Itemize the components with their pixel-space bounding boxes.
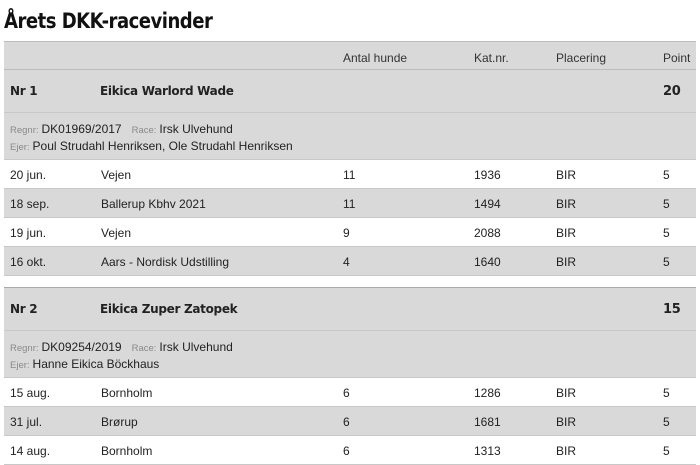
race-label: Race: [131,343,157,354]
result-date: 15 aug. [10,386,51,400]
result-antal: 11 [343,197,356,211]
result-katnr: 2088 [474,226,501,240]
result-place: Aars - Nordisk Udstilling [101,255,230,269]
result-point: 5 [663,197,670,211]
result-katnr: 1313 [474,444,501,458]
regnr-value: DK09254/2019 [41,340,122,354]
dog-rank: Nr 2 [10,302,38,316]
result-katnr: 1681 [474,415,501,429]
result-date: 19 jun. [10,226,47,240]
result-placering: BIR [556,255,577,269]
table-row [4,247,696,276]
race-value: Irsk Ulvehund [159,122,233,136]
result-place: Vejen [101,168,132,182]
race-value: Irsk Ulvehund [159,340,233,354]
table-row [4,378,696,407]
result-place: Brørup [101,415,138,429]
dog-name: Eikica Warlord Wade [100,84,234,98]
result-placering: BIR [556,197,577,211]
result-point: 5 [663,444,670,458]
table-row [4,160,696,189]
result-antal: 6 [343,444,350,458]
result-date: 31 jul. [10,415,43,429]
result-place: Ballerup Kbhv 2021 [101,197,206,211]
result-date: 18 sep. [10,197,50,211]
result-point: 5 [663,415,670,429]
result-placering: BIR [556,444,577,458]
result-katnr: 1936 [474,168,501,182]
section-divider [4,276,696,288]
race-label: Race: [131,125,157,136]
regnr-label: Regnr: [10,343,39,354]
result-antal: 6 [343,386,350,400]
result-place: Bornholm [101,444,153,458]
table-row [4,436,696,465]
result-placering: BIR [556,415,577,429]
result-place: Vejen [101,226,132,240]
dog-rank: Nr 1 [10,84,38,98]
result-antal: 6 [343,415,350,429]
table-header [4,41,696,70]
result-date: 20 jun. [10,168,47,182]
dog-info [4,113,696,160]
dog-points: 15 [663,302,681,317]
result-placering: BIR [556,168,577,182]
result-placering: BIR [556,226,577,240]
result-antal: 4 [343,255,350,269]
ejer-value: Hanne Eikica Böckhaus [32,357,160,371]
results-table [4,41,696,465]
table-row [4,407,696,436]
result-placering: BIR [556,386,577,400]
table-row [4,189,696,218]
regnr-value: DK01969/2017 [41,122,122,136]
result-antal: 11 [343,168,356,182]
page-title: Årets DKK-racevinder [4,9,213,33]
result-point: 5 [663,168,670,182]
ejer-label: Ejer: [10,142,30,153]
ejer-label: Ejer: [10,360,30,371]
dog-info [4,331,696,378]
result-point: 5 [663,226,670,240]
regnr-label: Regnr: [10,125,39,136]
result-antal: 9 [343,226,350,240]
result-point: 5 [663,386,670,400]
table-row [4,218,696,247]
dog-points: 20 [663,84,681,99]
result-date: 16 okt. [10,255,47,269]
result-katnr: 1494 [474,197,501,211]
result-katnr: 1640 [474,255,501,269]
result-point: 5 [663,255,670,269]
ejer-value: Poul Strudahl Henriksen, Ole Strudahl Henriksen [32,139,293,153]
dog-header [4,288,696,331]
column-header-placering: Placering [556,51,607,65]
result-katnr: 1286 [474,386,501,400]
column-header-point: Point [663,51,691,65]
result-date: 14 aug. [10,444,51,458]
dog-header [4,70,696,113]
column-header-katnr: Kat.nr. [474,51,509,65]
dog-name: Eikica Zuper Zatopek [100,302,238,316]
result-place: Bornholm [101,386,153,400]
column-header-antal: Antal hunde [343,51,408,65]
